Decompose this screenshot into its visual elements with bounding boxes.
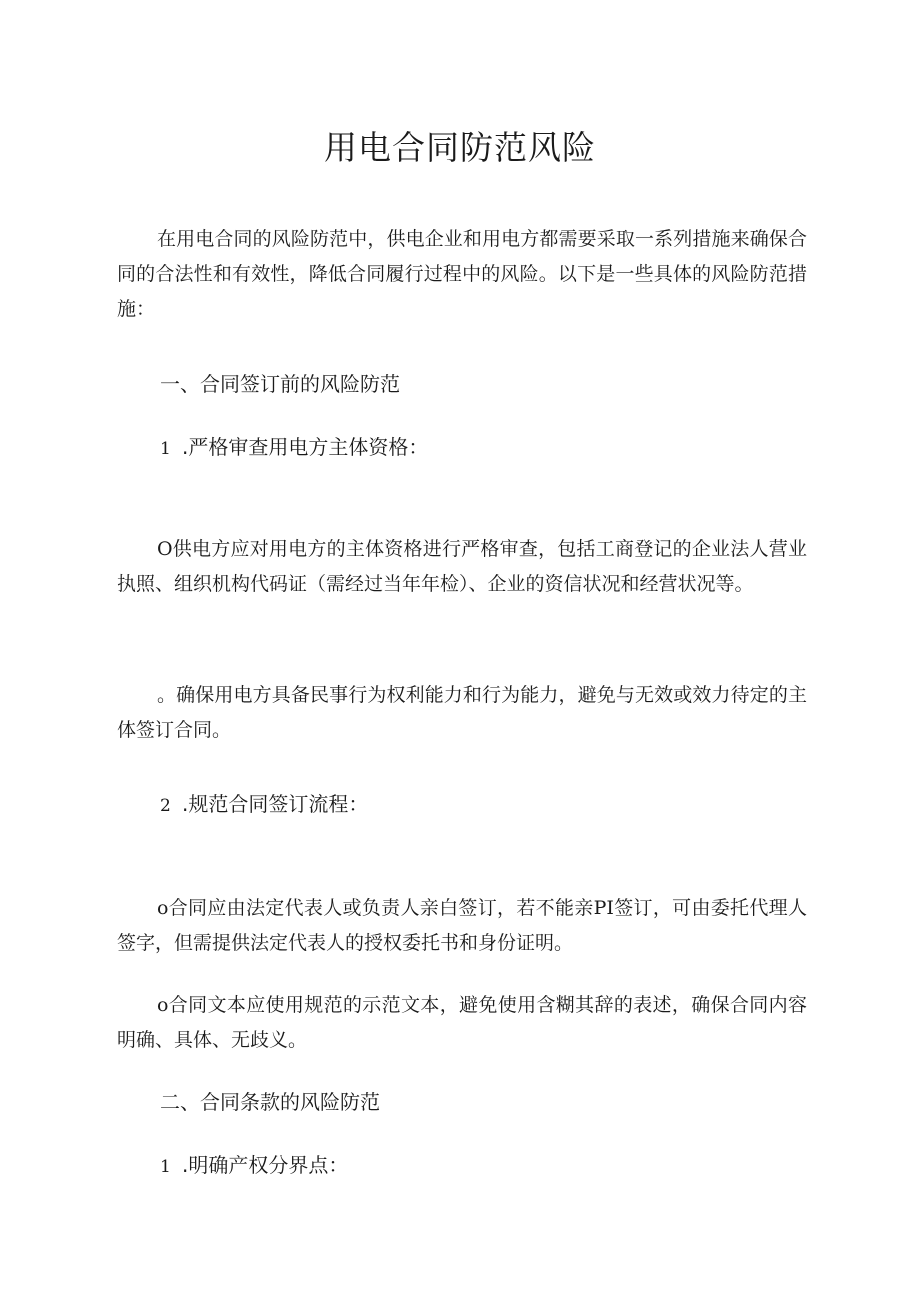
- intro-paragraph: 在用电合同的风险防范中，供电企业和用电方都需要采取一系列措施来确保合同的合法性和有效性，降低合同履行过程中的风险。以下是一些具体的风险防范措施：: [117, 228, 807, 320]
- subheading-number: 1: [160, 1157, 171, 1177]
- subheading-number: 2: [160, 796, 171, 816]
- bullet-paragraph: 。确保用电方具备民事行为权利能力和行为能力，避免与无效或效力待定的主体签订合同。: [117, 684, 807, 741]
- subheading-number: 1: [160, 439, 171, 459]
- subheading-title: .明确产权分界点：: [182, 1153, 349, 1177]
- bullet-paragraph: o合同应由法定代表人或负责人亲白签订，若不能亲PI签订，可由委托代理人签字，但需提供法定代表人的授权委托书和身份证明。: [117, 897, 807, 954]
- subheading-title: .严格审查用电方主体资格：: [182, 435, 429, 459]
- bullet-paragraph: o合同文本应使用规范的示范文本，避免使用含糊其辞的表述，确保合同内容明确、具体、无歧义。: [117, 994, 807, 1051]
- bullet-paragraph: O供电方应对用电方的主体资格进行严格审查，包括工商登记的企业法人营业执照、组织机构代码证（需经过当年年检）、企业的资信状况和经营状况等。: [117, 538, 807, 595]
- subheading-2-1: [160, 1150, 348, 1182]
- subheading-1-2: [160, 789, 368, 821]
- subheading-1-1: [160, 432, 428, 464]
- section-heading-2: 二、合同条款的风险防范: [160, 1090, 380, 1114]
- document-title: 用电合同防范风险: [324, 128, 596, 167]
- section-heading-1: 一、合同签订前的风险防范: [160, 372, 400, 396]
- subheading-title: .规范合同签订流程：: [182, 792, 369, 816]
